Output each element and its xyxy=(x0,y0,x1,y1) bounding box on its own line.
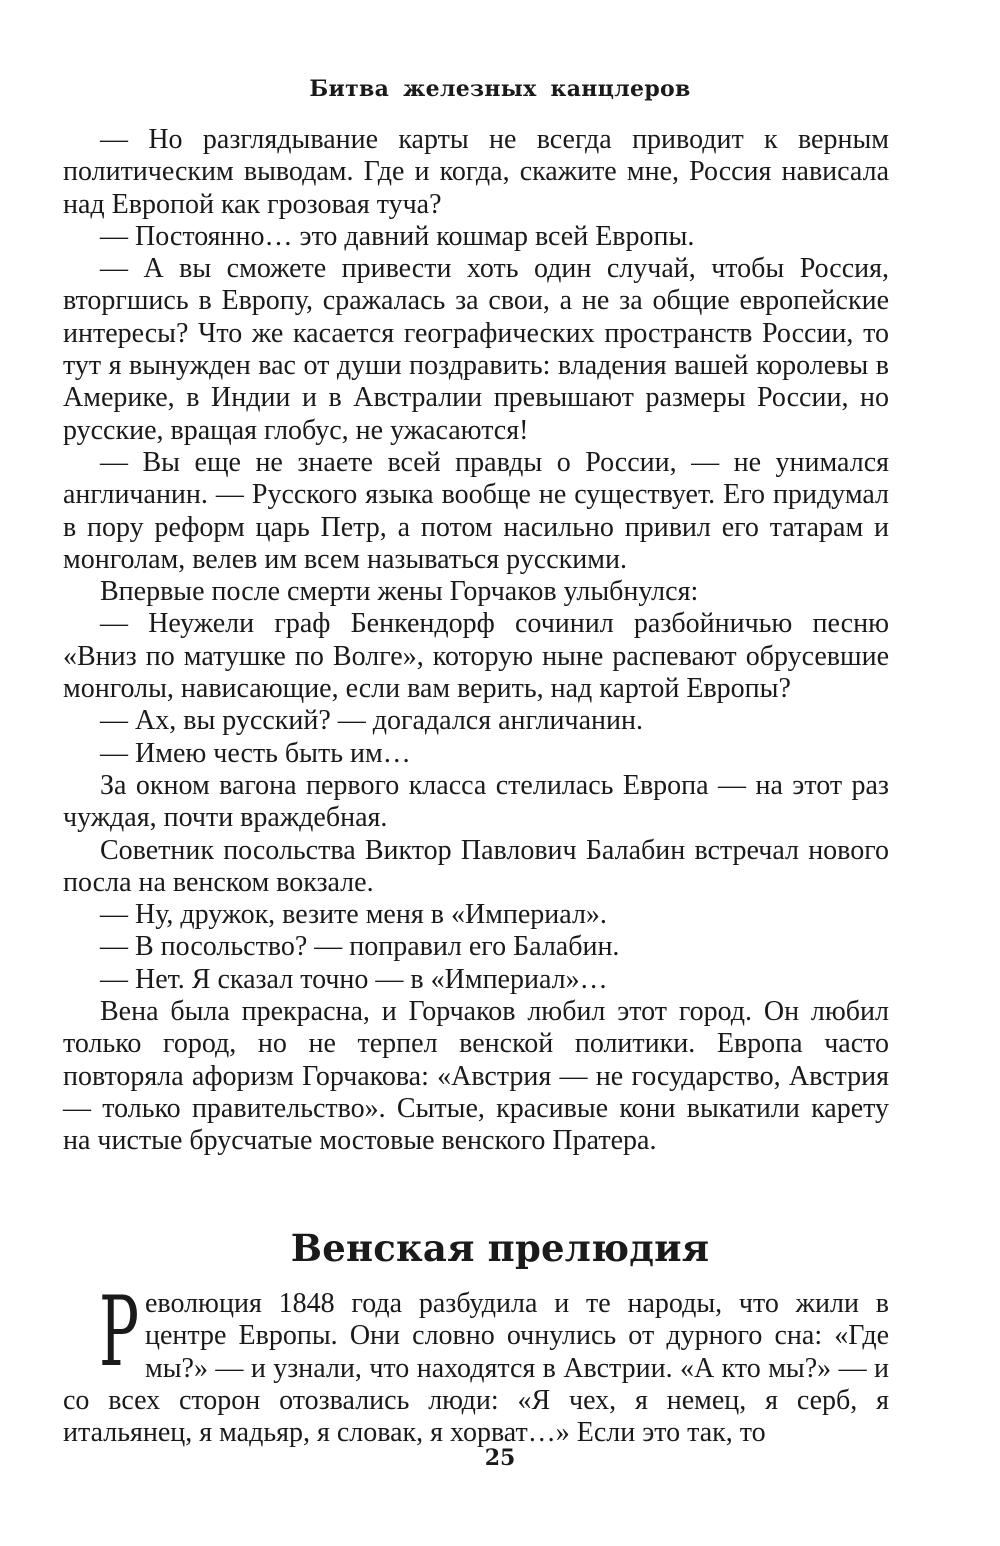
paragraph: — А вы сможете привести хоть один случай, чтобы Россия, вторгшись в Европу, сражалась за свои, а не за общие европейские интересы? Что же касается географических пространств России, то тут я вынужден вас от души поздравить: владения вашей королевы в Америке, в Индии и в Австралии превышают размеры России, но русские, вращая глобус, не ужасаются! xyxy=(63,253,889,446)
chapter-first-paragraph-text: еволюция 1848 года разбудила и те народы, что жили в центре Европы. Они словно очнулись от дурного сна: «Где мы?» — и узнали, что находятся в Австрии. «А кто мы?» — и со всех сторон отозвались люди: «Я чех, я немец, я серб, я итальянец, я мадьяр, я словак, я хорват…» Если это так, то xyxy=(63,1288,889,1449)
body-text xyxy=(63,124,889,1158)
paragraph: — Неужели граф Бенкендорф сочинил разбойничью песню «Вниз по матушке по Волге», которую ныне распевают обрусевшие монголы, нависающие, если вам верить, над картой Европы? xyxy=(63,608,889,705)
paragraph: — Ну, дружок, везите меня в «Империал». xyxy=(100,899,607,931)
running-head: Битва железных канцлеров xyxy=(309,76,691,102)
paragraph: — Постоянно… это давний кошмар всей Европы. xyxy=(100,220,695,252)
drop-cap: Р xyxy=(99,1276,140,1388)
chapter-title: Венская прелюдия xyxy=(290,1226,710,1270)
paragraph: — Имею честь быть им… xyxy=(100,737,411,769)
paragraph: — В посольство? — поправил его Балабин. xyxy=(100,931,620,963)
paragraph: — Вы еще не знаете всей правды о России, — не унимался англичанин. — Русского языка вообще не существует. Его придумал в пору реформ царь Петр, а потом насильно привил его татарам и монголам, велев им всем называться русскими. xyxy=(63,446,889,575)
paragraph: — Нет. Я сказал точно — в «Империал»… xyxy=(100,963,608,995)
paragraph: За окном вагона первого класса стелилась Европа — на этот раз чуждая, почти враждебная. xyxy=(63,769,889,834)
paragraph: — Ах, вы русский? — догадался англичанин. xyxy=(100,705,643,737)
paragraph: — Но разглядывание карты не всегда приводит к верным политическим выводам. Где и когда, скажите мне, Россия нависала над Европой как грозовая туча? xyxy=(63,124,889,220)
chapter-body xyxy=(63,1276,889,1449)
page-number: 25 xyxy=(484,1445,516,1471)
paragraph: Впервые после смерти жены Горчаков улыбнулся: xyxy=(100,576,699,608)
paragraph: Советник посольства Виктор Павлович Балабин встречал нового посла на венском вокзале. xyxy=(63,834,889,898)
paragraph: Вена была прекрасна, и Горчаков любил этот город. Он любил только город, но не терпел венской политики. Европа часто повторяла афоризм Горчакова: «Австрия — не государство, Австрия — только правительство». Сытые, красивые кони выкатили карету на чистые брусчатые мостовые венского Пратера. xyxy=(63,996,889,1157)
chapter-first-paragraph xyxy=(63,1276,889,1449)
